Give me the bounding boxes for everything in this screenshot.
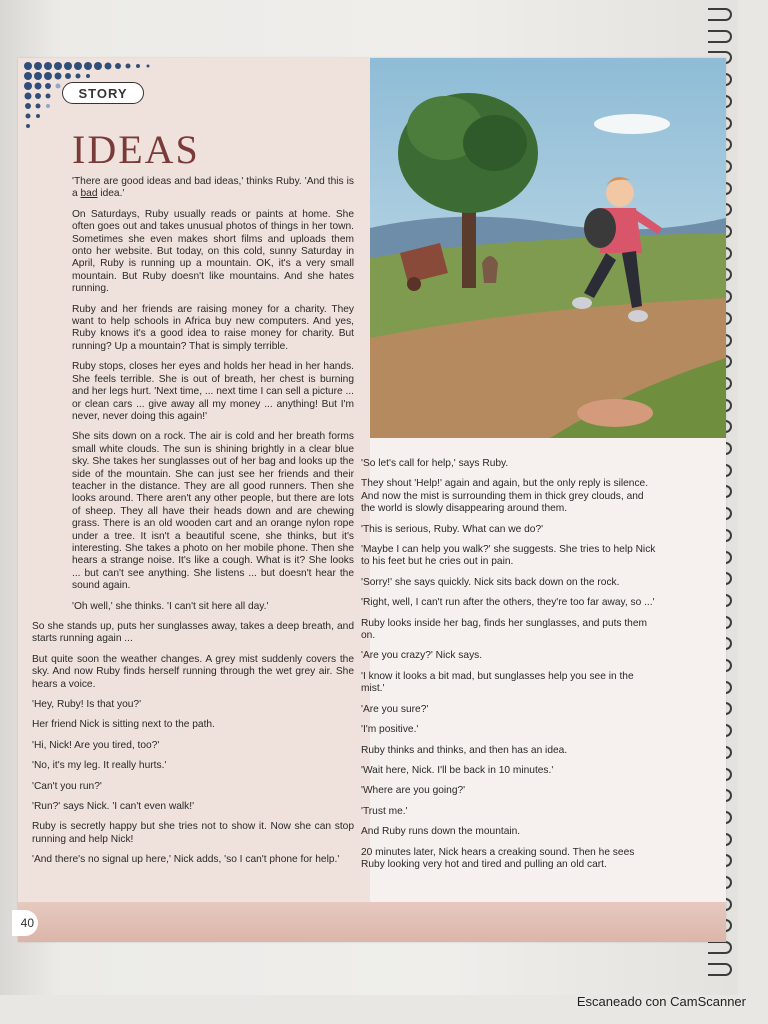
paragraph: 'Sorry!' she says quickly. Nick sits back down on the rock.: [361, 576, 620, 588]
spiral-coil: [708, 941, 732, 954]
paragraph: 'Can't you run?': [32, 780, 102, 792]
paragraph: 'Where are you going?': [361, 785, 466, 797]
paragraph: [72, 176, 354, 201]
page-number: 40: [12, 910, 38, 936]
scanner-watermark: Escaneado con CamScanner: [576, 994, 746, 1009]
paragraph: 'Hey, Ruby! Is that you?': [32, 699, 142, 711]
paragraph: Ruby stops, closes her eyes and holds her head in her hands. She feels terrible. She is out of breath, her chest is burning and her legs hurt. 'Next time, ... next time I can sell a picture ... or clean cars ... give away all my money ... anything! But I'm never, never doing this again!': [72, 361, 354, 422]
text-segment: 'There are good ideas and bad ideas,' thinks Ruby. 'And this is a: [72, 176, 354, 200]
underlined-word: bad: [80, 188, 98, 200]
paragraph: Ruby looks inside her bag, finds her sunglasses, and puts them on.: [361, 617, 647, 642]
paragraph: 'Oh well,' she thinks. 'I can't sit here all day.': [72, 600, 269, 612]
story-section-tag: STORY: [62, 82, 144, 104]
paragraph: They shout 'Help!' again and again, but the only reply is silence. And now the mist is surrounding them in thick grey clouds, and the world is slowly disappearing around them.: [361, 478, 649, 515]
paragraph: 'Wait here, Nick. I'll be back in 10 minutes.': [361, 764, 554, 776]
paragraph: 'So let's call for help,' says Ruby.: [361, 458, 509, 469]
paragraph: Her friend Nick is sitting next to the path.: [32, 719, 215, 731]
paragraph: 'I know it looks a bit mad, but sunglasses help you see in the mist.': [361, 670, 634, 695]
paragraph: 20 minutes later, Nick hears a creaking sound. Then he sees Ruby looking very hot and tired and pulling an old cart.: [361, 846, 635, 870]
paragraph: And Ruby runs down the mountain.: [361, 826, 521, 838]
paragraph: On Saturdays, Ruby usually reads or paints at home. She often goes out and takes unusual photos of things in her town. Sometimes she even makes short films and uploads them onto her website. But today, on this cold, sunny Saturday in April, Ruby is running up a mountain. OK, it's a very small mountain. But Ruby doesn't like mountains. And she hates running.: [72, 208, 354, 295]
text-segment: idea.': [97, 188, 125, 200]
paragraph: So she stands up, puts her sunglasses away, takes a deep breath, and starts running again ...: [32, 621, 354, 645]
paragraph: 'Right, well, I can't run after the others, they're too far away, so ...': [361, 597, 655, 609]
left-text-column: [32, 176, 354, 875]
spiral-coil: [708, 963, 732, 976]
paragraph: 'This is serious, Ruby. What can we do?': [361, 523, 544, 535]
paragraph: Ruby thinks and thinks, and then has an idea.: [361, 744, 568, 756]
paragraph: 'Trust me.': [361, 805, 408, 817]
paragraph: 'Maybe I can help you walk?' she suggests. She tries to help Nick to his feet but he cries out in pain.: [361, 544, 656, 568]
spiral-coil: [708, 8, 732, 21]
paragraph: 'No, it's my leg. It really hurts.': [32, 760, 167, 772]
page-footer-bar: [18, 902, 726, 942]
paragraph: 'Run?' says Nick. 'I can't even walk!': [32, 801, 195, 813]
paragraph: She sits down on a rock. The air is cold and her breath forms small white clouds. The sun is shining brightly in a clear blue sky. She takes her sunglasses out of her bag and looks up the side of the mountain. She can just see her friends and their teacher in the distance. They are all good runners. Then she looks around. There aren't any other people, but there are lots of sheep. They all have their heads down and are chewing grass. There is an old wooden cart and an orange nylon rope under a tree. It isn't a beautiful scene, she thinks, but it's interesting. She takes a photo on her mobile phone. Then she hears a strange noise. It's like a cough. What is it? She looks ... but can't see anything. She listens ... but doesn't hear the sound again.: [72, 431, 354, 592]
paragraph: 'Are you sure?': [361, 703, 429, 715]
story-illustration: [370, 58, 726, 438]
paragraph: 'Hi, Nick! Are you tired, too?': [32, 739, 160, 751]
paragraph: Ruby is secretly happy but she tries not to show it. Now she can stop running and help Nick!: [32, 821, 354, 845]
story-title: IDEAS: [72, 127, 200, 172]
paragraph: 'Are you crazy?' Nick says.: [361, 650, 483, 662]
story-page: [18, 58, 726, 942]
paragraph: Ruby and her friends are raising money for a charity. They want to help schools in Africa buy new computers. And yes, Ruby knows it's a good idea to raise money for charity. But running? Up a mountain? That is simply terrible.: [72, 303, 354, 352]
paragraph: But quite soon the weather changes. A grey mist suddenly covers the sky. And now Ruby finds herself running through the wet grey air. She hears a voice.: [32, 653, 354, 690]
spiral-coil: [708, 30, 732, 43]
right-text-column: [361, 458, 659, 879]
paragraph: 'I'm positive.': [361, 724, 419, 736]
paragraph: 'And there's no signal up here,' Nick adds, 'so I can't phone for help.': [32, 854, 340, 866]
